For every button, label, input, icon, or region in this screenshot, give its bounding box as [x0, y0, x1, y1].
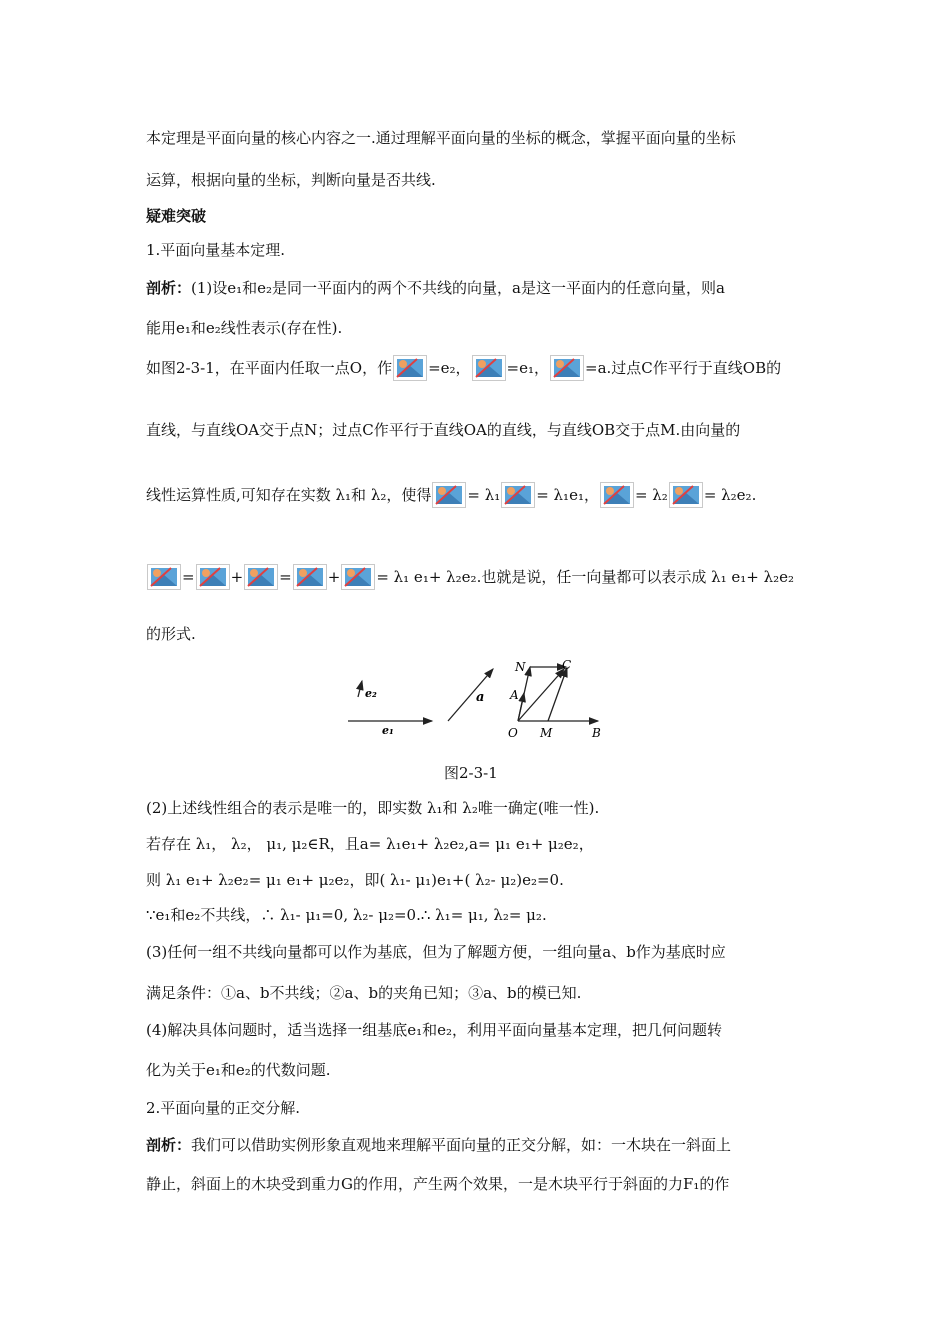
part1-para-6: 的形式.	[146, 625, 196, 643]
section-title: 疑难突破	[146, 207, 207, 225]
vector-figure	[340, 655, 610, 745]
image-placeholder-icon	[393, 355, 427, 381]
intro-line-1: 本定理是平面向量的核心内容之一.通过理解平面向量的坐标的概念，掌握平面向量的坐标	[146, 129, 736, 147]
text: =	[279, 568, 292, 586]
part2-line-2: 若存在 λ₁， λ₂， μ₁, μ₂∈R，且a= λ₁e₁+ λ₂e₂,a= μ₁ e₁+ μ₂e₂，	[146, 835, 594, 853]
figure-caption: 图2-3-1	[444, 764, 498, 782]
text: 如图2-3-1，在平面内任取一点O，作	[146, 359, 393, 377]
image-placeholder-icon	[669, 482, 703, 508]
part1-para-1b: 能用e₁和e₂线性表示(存在性).	[146, 319, 343, 337]
text: (1)设e₁和e₂是同一平面内的两个不共线的向量，a是这一平面内的任意向量，则a	[191, 279, 725, 297]
part1-para-1a	[146, 278, 725, 298]
image-placeholder-icon	[147, 564, 181, 590]
text: = λ₂	[634, 486, 668, 504]
text: =e₁，	[506, 359, 550, 377]
label-C: C	[562, 658, 572, 672]
part2-line-5a: (3)任何一组不共线向量都可以作为基底，但为了解题方便，一组向量a、b作为基底时应	[146, 943, 726, 961]
label-e1: e₁	[382, 724, 394, 737]
part2-line-6a: (4)解决具体问题时，适当选择一组基底e₁和e₂，利用平面向量基本定理，把几何问题转	[146, 1021, 723, 1039]
part1-title: 1.平面向量基本定理.	[146, 241, 286, 259]
part2-line-6b: 化为关于e₁和e₂的代数问题.	[146, 1061, 331, 1079]
part1-para-3: 直线，与直线OA交于点N；过点C作平行于直线OA的直线，与直线OB交于点M.由向量的	[146, 421, 741, 439]
image-placeholder-icon	[600, 482, 634, 508]
label-a: a	[476, 690, 485, 705]
text: =a.过点C作平行于直线OB的	[585, 359, 782, 377]
label-A: A	[510, 688, 519, 702]
image-placeholder-icon	[501, 482, 535, 508]
image-placeholder-icon	[472, 355, 506, 381]
text: =e₂，	[428, 359, 471, 377]
analysis-label: 剖析：	[146, 1136, 192, 1154]
text: 我们可以借助实例形象直观地来理解平面向量的正交分解，如：一木块在一斜面上	[191, 1136, 732, 1154]
intro-line-2: 运算，根据向量的坐标，判断向量是否共线.	[146, 171, 436, 189]
text: = λ₁e₁，	[536, 486, 599, 504]
part3-line-1	[146, 1135, 731, 1155]
text: = λ₁ e₁+ λ₂e₂.也就是说，任一向量都可以表示成 λ₁ e₁+ λ₂e₂	[376, 568, 795, 586]
part3-line-2: 静止，斜面上的木块受到重力G的作用，产生两个效果，一是木块平行于斜面的力F₁的作	[146, 1175, 730, 1193]
text: +	[327, 568, 341, 586]
vector-a	[448, 669, 493, 721]
part2-line-5b: 满足条件：①a、b不共线；②a、b的夹角已知；③a、b的模已知.	[146, 984, 582, 1002]
text: = λ₂e₂.	[703, 486, 757, 504]
text: =	[182, 568, 195, 586]
part1-para-4	[146, 482, 756, 508]
vector-e2	[358, 681, 362, 697]
part3-title: 2.平面向量的正交分解.	[146, 1099, 301, 1117]
label-e2: e₂	[365, 687, 377, 700]
part1-para-2	[146, 355, 781, 381]
text: +	[230, 568, 244, 586]
text: = λ₁	[467, 486, 501, 504]
part1-para-5	[146, 564, 794, 590]
image-placeholder-icon	[432, 482, 466, 508]
label-N: N	[515, 660, 526, 674]
image-placeholder-icon	[550, 355, 584, 381]
image-placeholder-icon	[196, 564, 230, 590]
analysis-label: 剖析：	[146, 279, 192, 297]
label-O: O	[508, 726, 518, 740]
text: 线性运算性质,可知存在实数 λ₁和 λ₂，使得	[146, 486, 432, 504]
image-placeholder-icon	[293, 564, 327, 590]
part2-line-4: ∵e₁和e₂不共线，∴ λ₁- μ₁=0, λ₂- μ₂=0.∴ λ₁= μ₁, λ₂= μ₂.	[146, 906, 547, 924]
image-placeholder-icon	[244, 564, 278, 590]
label-M: M	[540, 726, 553, 740]
part2-line-1: (2)上述线性组合的表示是唯一的，即实数 λ₁和 λ₂唯一确定(唯一性).	[146, 799, 600, 817]
label-B: B	[592, 726, 601, 740]
image-placeholder-icon	[341, 564, 375, 590]
part2-line-3: 则 λ₁ e₁+ λ₂e₂= μ₁ e₁+ μ₂e₂，即( λ₁- μ₁)e₁+( λ₂- μ₂)e₂=0.	[146, 871, 564, 889]
